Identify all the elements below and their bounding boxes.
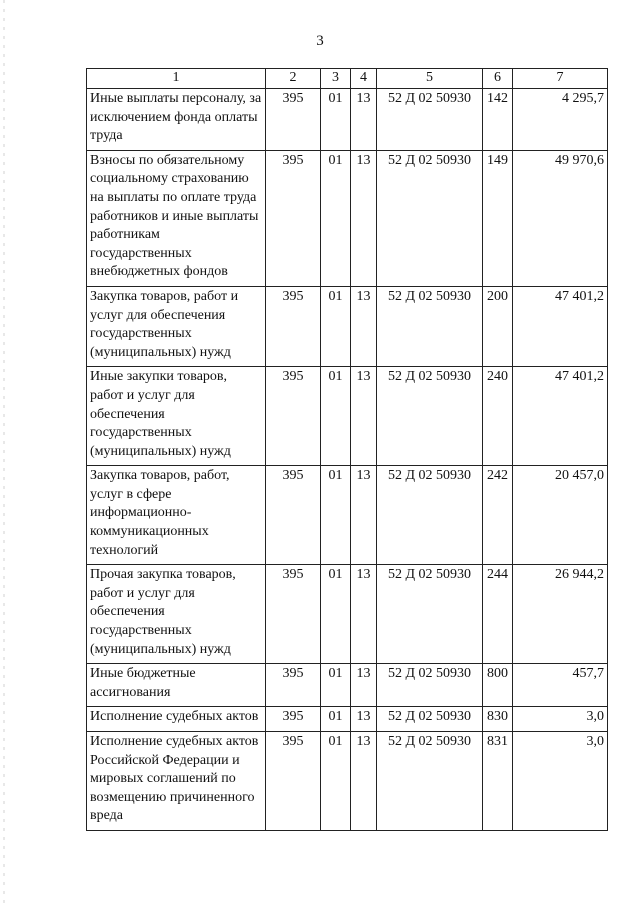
row-name: Иные бюджетные ассигнования — [87, 664, 266, 707]
row-col-5: 52 Д 02 50930 — [377, 565, 483, 664]
row-col-4: 13 — [351, 466, 377, 565]
table-row — [87, 286, 608, 366]
row-amount: 49 970,6 — [513, 150, 608, 286]
header-col-4: 4 — [351, 69, 377, 89]
row-col-6: 830 — [483, 707, 513, 732]
row-col-4: 13 — [351, 732, 377, 831]
row-col-6: 142 — [483, 89, 513, 151]
table-row — [87, 466, 608, 565]
row-amount: 4 295,7 — [513, 89, 608, 151]
row-name: Исполнение судебных актов Российской Федерации и мировых соглашений по возмещению причиненного вреда — [87, 732, 266, 831]
table-row — [87, 664, 608, 707]
row-col-3: 01 — [321, 707, 351, 732]
row-col-5: 52 Д 02 50930 — [377, 732, 483, 831]
row-col-4: 13 — [351, 286, 377, 366]
row-amount: 26 944,2 — [513, 565, 608, 664]
header-row — [87, 69, 608, 89]
row-col-6: 240 — [483, 367, 513, 466]
table-row — [87, 732, 608, 831]
row-col-5: 52 Д 02 50930 — [377, 367, 483, 466]
row-name: Прочая закупка товаров, работ и услуг для обеспечения государственных (муниципальных) нужд — [87, 565, 266, 664]
row-col-5: 52 Д 02 50930 — [377, 707, 483, 732]
row-amount: 47 401,2 — [513, 367, 608, 466]
row-col-3: 01 — [321, 367, 351, 466]
row-col-5: 52 Д 02 50930 — [377, 466, 483, 565]
row-col-4: 13 — [351, 367, 377, 466]
row-col-2: 395 — [266, 664, 321, 707]
row-amount: 47 401,2 — [513, 286, 608, 366]
table-row — [87, 89, 608, 151]
row-col-3: 01 — [321, 664, 351, 707]
row-col-4: 13 — [351, 565, 377, 664]
table-row — [87, 367, 608, 466]
row-col-4: 13 — [351, 664, 377, 707]
row-name: Взносы по обязательному социальному страхованию на выплаты по оплате труда работников и иные выплаты работникам государственных внебюджетных фондов — [87, 150, 266, 286]
row-col-2: 395 — [266, 150, 321, 286]
row-col-5: 52 Д 02 50930 — [377, 150, 483, 286]
row-col-3: 01 — [321, 732, 351, 831]
row-col-3: 01 — [321, 89, 351, 151]
row-name: Закупка товаров, работ и услуг для обеспечения государственных (муниципальных) нужд — [87, 286, 266, 366]
header-col-2: 2 — [266, 69, 321, 89]
row-col-4: 13 — [351, 150, 377, 286]
header-col-6: 6 — [483, 69, 513, 89]
row-amount: 20 457,0 — [513, 466, 608, 565]
row-col-2: 395 — [266, 89, 321, 151]
row-col-5: 52 Д 02 50930 — [377, 664, 483, 707]
row-col-6: 831 — [483, 732, 513, 831]
row-col-6: 149 — [483, 150, 513, 286]
row-col-6: 242 — [483, 466, 513, 565]
row-col-4: 13 — [351, 89, 377, 151]
row-col-3: 01 — [321, 466, 351, 565]
row-col-2: 395 — [266, 565, 321, 664]
row-col-2: 395 — [266, 466, 321, 565]
row-col-6: 200 — [483, 286, 513, 366]
budget-table — [86, 68, 608, 831]
table-row — [87, 707, 608, 732]
row-amount: 3,0 — [513, 707, 608, 732]
row-col-2: 395 — [266, 367, 321, 466]
row-name: Иные закупки товаров, работ и услуг для обеспечения государственных (муниципальных) нужд — [87, 367, 266, 466]
row-col-3: 01 — [321, 150, 351, 286]
header-col-3: 3 — [321, 69, 351, 89]
header-col-5: 5 — [377, 69, 483, 89]
row-col-2: 395 — [266, 707, 321, 732]
row-col-3: 01 — [321, 286, 351, 366]
scan-edge-marks — [3, 0, 5, 905]
row-col-6: 244 — [483, 565, 513, 664]
row-col-3: 01 — [321, 565, 351, 664]
row-amount: 3,0 — [513, 732, 608, 831]
row-col-5: 52 Д 02 50930 — [377, 286, 483, 366]
header-col-7: 7 — [513, 69, 608, 89]
row-name: Закупка товаров, работ, услуг в сфере информационно-коммуникационных технологий — [87, 466, 266, 565]
row-amount: 457,7 — [513, 664, 608, 707]
page-number: 3 — [316, 33, 324, 49]
header-col-1: 1 — [87, 69, 266, 89]
row-col-2: 395 — [266, 732, 321, 831]
row-name: Исполнение судебных актов — [87, 707, 266, 732]
row-col-2: 395 — [266, 286, 321, 366]
table-row — [87, 150, 608, 286]
row-col-4: 13 — [351, 707, 377, 732]
row-col-6: 800 — [483, 664, 513, 707]
table-row — [87, 565, 608, 664]
row-name: Иные выплаты персоналу, за исключением фонда оплаты труда — [87, 89, 266, 151]
row-col-5: 52 Д 02 50930 — [377, 89, 483, 151]
